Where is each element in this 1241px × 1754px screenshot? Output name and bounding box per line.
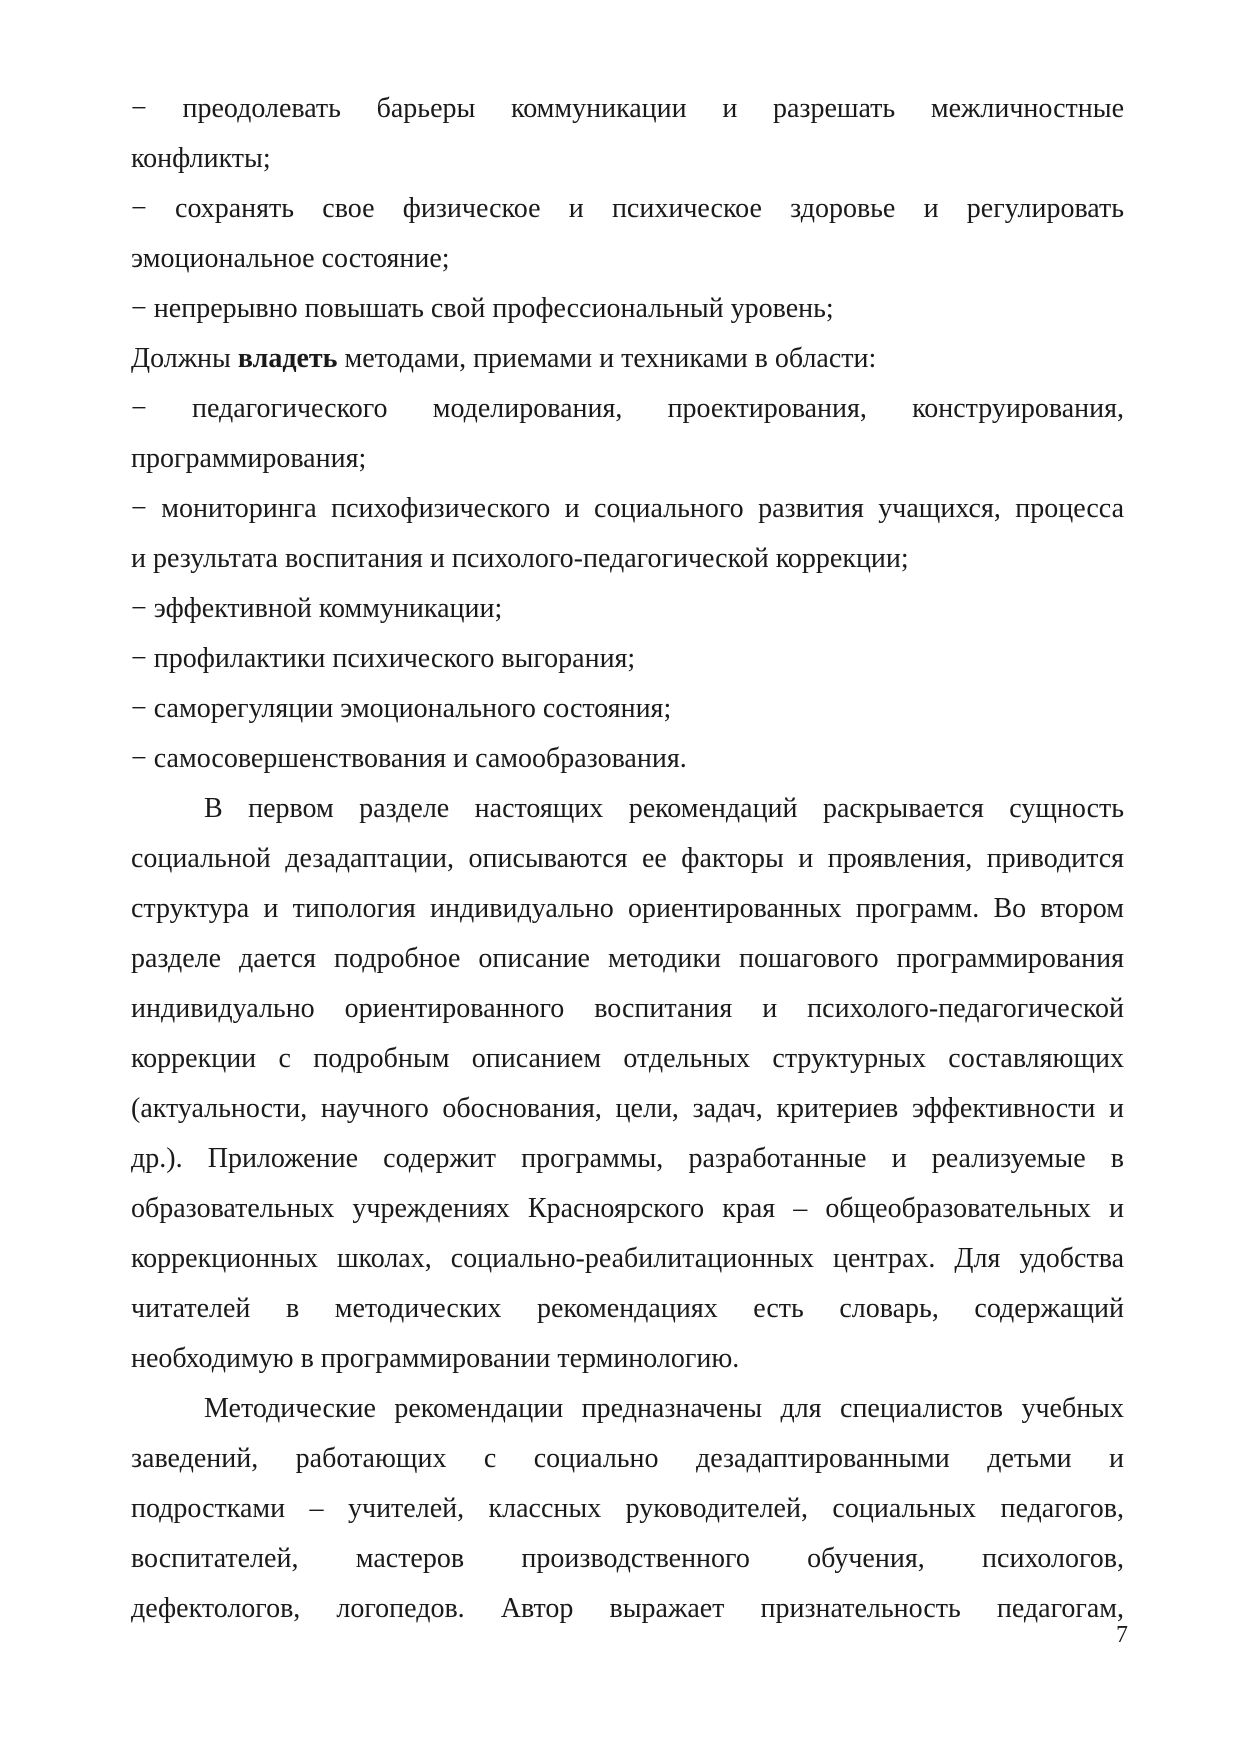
paragraph-line: дефектологов, логопедов. Автор выражает признательность педагогам, (131, 1593, 1124, 1624)
paragraph-line: воспитателей, мастеров производственного обучения, психологов, (131, 1543, 1124, 1574)
paragraph-line: др.). Приложение содержит программы, разработанные и реализуемые в (131, 1143, 1124, 1174)
methods-intro-end: методами, приемами и техниками в области: (337, 343, 877, 374)
paragraph-line: социальной дезадаптации, описываются ее факторы и проявления, приводится (131, 843, 1124, 874)
paragraph-line: коррекции с подробным описанием отдельных структурных составляющих (131, 1043, 1124, 1074)
paragraph-sections-overview (131, 784, 1124, 1384)
list-item-continuation: эмоциональное состояние; (131, 243, 450, 274)
methods-intro-start: Должны (131, 343, 238, 374)
list-item: − профилактики психического выгорания; (131, 643, 636, 674)
paragraph-line: структура и типология индивидуально ориентированных программ. Во втором (131, 893, 1124, 924)
list-item-continuation: конфликты; (131, 143, 271, 174)
paragraph-line: индивидуально ориентированного воспитания и психолого-педагогической (131, 993, 1124, 1024)
paragraph-line: (актуальности, научного обоснования, цели, задач, критериев эффективности и (131, 1093, 1124, 1124)
list-item-continuation: и результата воспитания и психолого-педагогической коррекции; (131, 543, 909, 574)
paragraph-line: Методические рекомендации предназначены для специалистов учебных (204, 1393, 1124, 1424)
methods-list (131, 384, 1124, 784)
methods-intro-bold: владеть (237, 343, 338, 374)
list-item: − сохранять свое физическое и психическое здоровье и регулировать (131, 193, 1124, 224)
list-item: − мониторинга психофизического и социального развития учащихся, процесса (131, 493, 1124, 524)
list-item: − самосовершенствования и самообразования. (131, 743, 687, 774)
list-item: − непрерывно повышать свой профессиональный уровень; (131, 293, 834, 324)
skills-list (131, 84, 1124, 334)
methods-intro (131, 334, 1124, 384)
paragraph-line: необходимую в программировании терминологию. (131, 1343, 740, 1374)
paragraph-line: образовательных учреждениях Красноярского края – общеобразовательных и (131, 1193, 1124, 1224)
list-item: − саморегуляции эмоционального состояния; (131, 693, 672, 724)
paragraph-line: читателей в методических рекомендациях есть словарь, содержащий (131, 1293, 1124, 1324)
paragraph-audience (131, 1384, 1124, 1634)
paragraph-line: заведений, работающих с социально дезадаптированными детьми и (131, 1443, 1124, 1474)
list-item: − эффективной коммуникации; (131, 593, 503, 624)
list-item: − педагогического моделирования, проектирования, конструирования, (131, 393, 1124, 424)
page-content (131, 84, 1124, 1634)
page-number: 7 (1116, 1622, 1128, 1648)
paragraph-line: В первом разделе настоящих рекомендаций раскрывается сущность (204, 793, 1124, 824)
list-item: − преодолевать барьеры коммуникации и разрешать межличностные (131, 93, 1124, 124)
paragraph-line: подростками – учителей, классных руководителей, социальных педагогов, (131, 1493, 1124, 1524)
paragraph-line: разделе дается подробное описание методики пошагового программирования (131, 943, 1124, 974)
paragraph-line: коррекционных школах, социально-реабилитационных центрах. Для удобства (131, 1243, 1124, 1274)
list-item-continuation: программирования; (131, 443, 367, 474)
